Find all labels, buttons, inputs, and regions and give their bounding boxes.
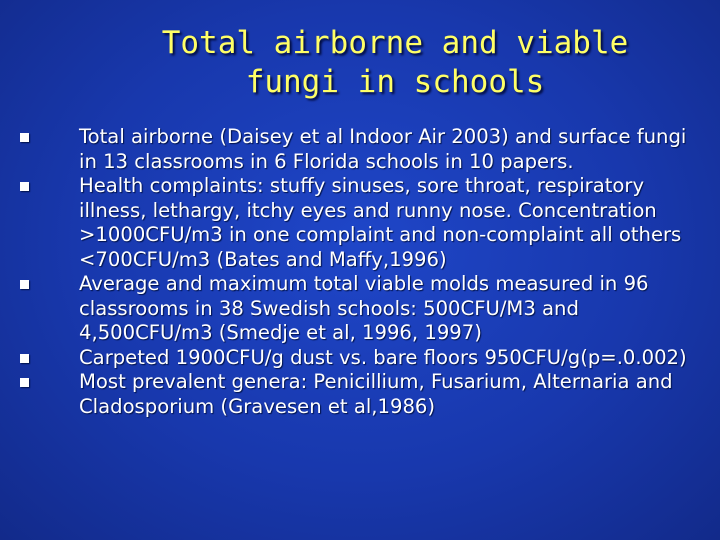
bullet-item — [20, 174, 710, 272]
bullet-list — [20, 125, 710, 419]
square-bullet-icon — [20, 182, 29, 191]
bullet-text: Most prevalent genera: Penicillium, Fusarium, Alternaria and Cladosporium (Gravesen et al,1986) — [79, 370, 673, 418]
title-line-1: Total airborne and viable — [161, 25, 629, 61]
bullet-text: Health complaints: stuffy sinuses, sore throat, respiratory illness, lethargy, itchy eyes and runny nose. Concentration >1000CFU/m3 in one complaint and non-complaint all others <700CFU/m3 (Bates and Maffy,1996) — [79, 174, 682, 271]
square-bullet-icon — [20, 133, 29, 142]
bullet-item — [20, 125, 710, 174]
bullet-text: Average and maximum total viable molds measured in 96 classrooms in 38 Swedish schools: 500CFU/M3 and 4,500CFU/m3 (Smedje et al, 1996, 1997) — [79, 272, 649, 344]
bullet-item — [20, 272, 710, 346]
bullet-item — [20, 346, 710, 371]
square-bullet-icon — [20, 354, 29, 363]
slide-title — [80, 24, 710, 102]
bullet-item — [20, 370, 710, 419]
title-line-2: fungi in schools — [245, 64, 545, 100]
bullet-text: Total airborne (Daisey et al Indoor Air 2003) and surface fungi in 13 classrooms in 6 Florida schools in 10 papers. — [79, 125, 687, 173]
square-bullet-icon — [20, 280, 29, 289]
square-bullet-icon — [20, 378, 29, 387]
bullet-text: Carpeted 1900CFU/g dust vs. bare floors 950CFU/g(p=.0.002) — [79, 345, 687, 369]
